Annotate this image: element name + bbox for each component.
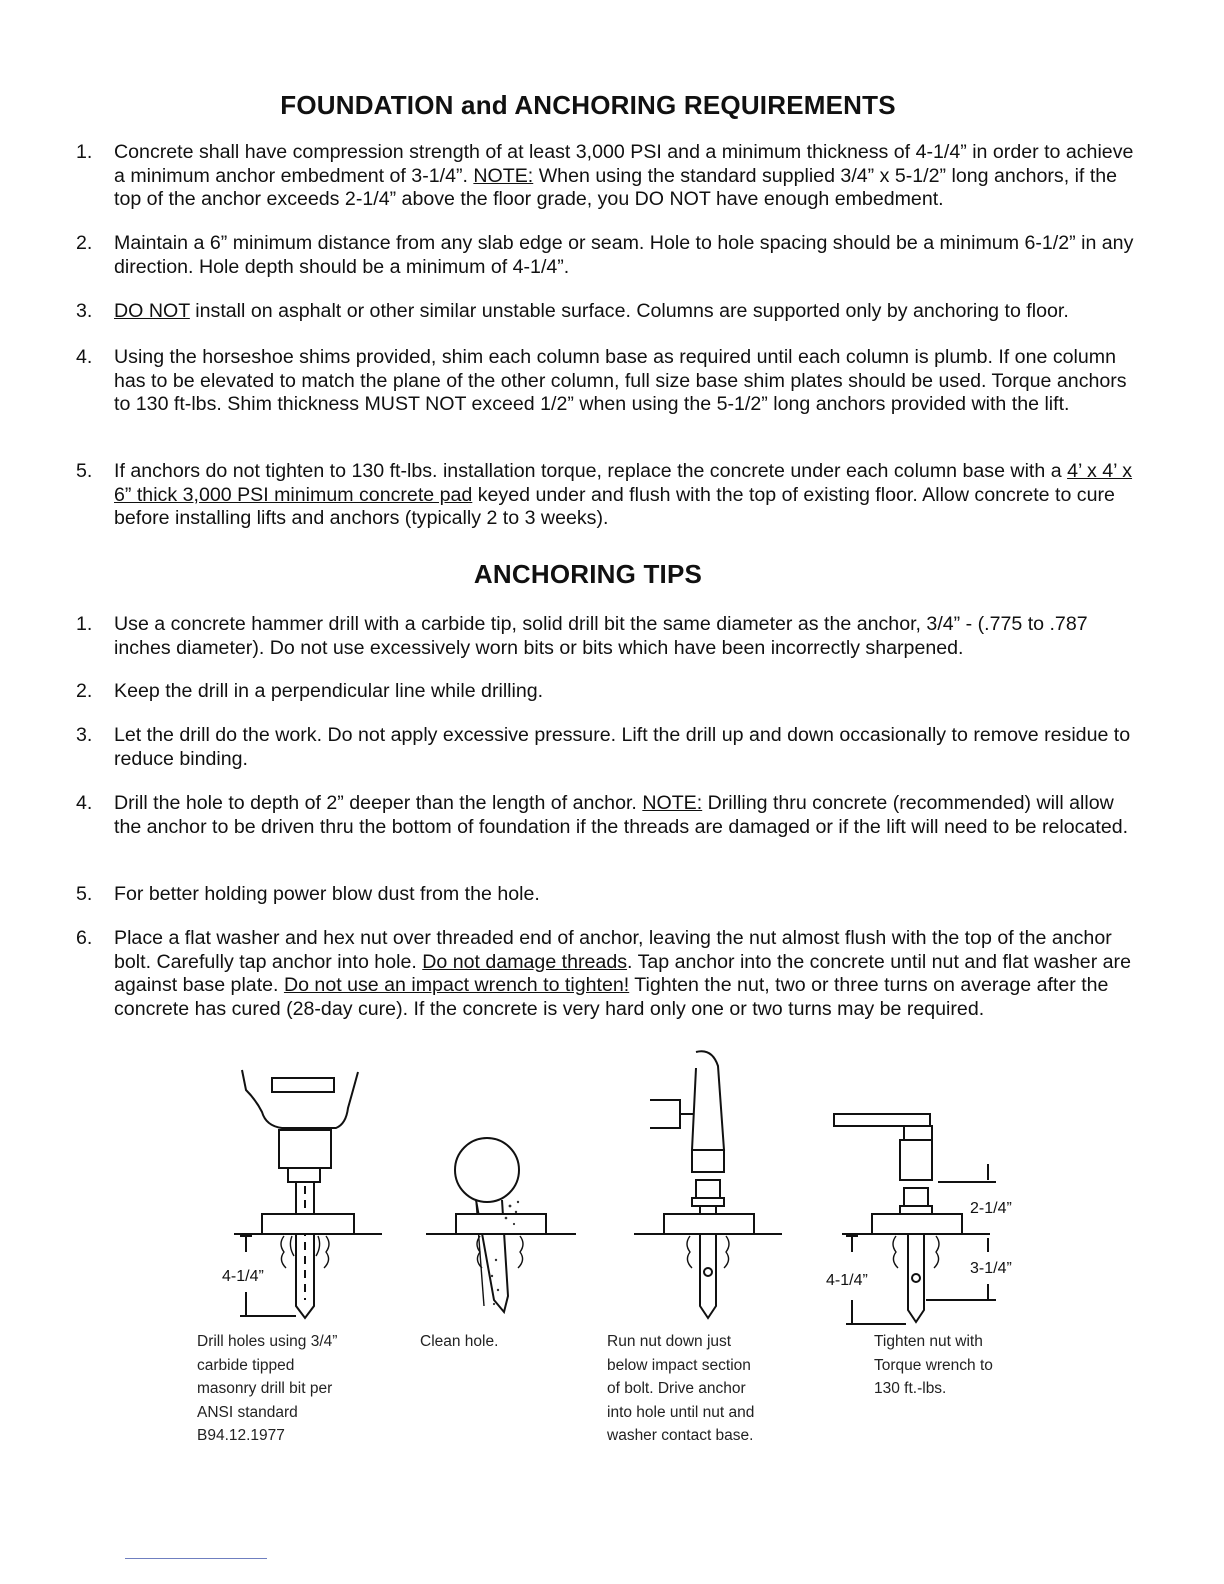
torque-wrench-icon: [834, 1114, 930, 1126]
caption-drill: Drill holes using 3/4” carbide tipped masonry drill bit per ANSI standard B94.12.1977: [197, 1333, 338, 1444]
text-segment: Concrete shall have compression strength of at least 3,000 PSI and a minimum thickness of 4-1/4” in order to achieve a minimum anchor embedment of 3-1/4”.: [114, 141, 1134, 187]
text-segment: When using the standard supplied 3/4” x 5-1/2” long anchors, if the top of the anchor exceeds 2-1/4” above the floor grade, you DO NOT have enough embedment.: [114, 164, 1118, 211]
base-plate: [872, 1214, 962, 1234]
dim-hole-depth: 4-1/4”: [826, 1272, 868, 1289]
list-number: 4.: [76, 792, 93, 814]
hex-nut: [904, 1188, 928, 1206]
text-segment: Use a concrete hammer drill with a carbide tip, solid drill bit the same diameter as the anchor, 3/4” - (.775 to .787 inches diameter). Do not use excessively worn bits or bits which have been incorrectly sharpened.: [114, 613, 1088, 659]
underlined-text: Do not use an impact wrench to tighten!: [283, 974, 630, 997]
concrete-hatch: [893, 1236, 939, 1268]
hammer-figure: [634, 1051, 782, 1318]
heading-anchoring-tips: ANCHORING TIPS: [473, 559, 703, 589]
caption-clean: Clean hole.: [420, 1333, 499, 1350]
list-number: 5.: [76, 460, 93, 482]
text-segment: Maintain a 6” minimum distance from any slab edge or seam. Hole to hole spacing should be a minimum 6-1/2” in any direction. Hole depth should be a minimum of 4-1/4”.: [114, 232, 1134, 278]
base-plate: [456, 1214, 546, 1234]
clean-hole-figure: [426, 1138, 576, 1312]
caption-tighten: Tighten nut with Torque wrench to 130 ft.-lbs.: [874, 1333, 993, 1397]
underlined-text: NOTE:: [473, 164, 534, 187]
list-number: 2.: [76, 680, 93, 702]
base-plate: [664, 1214, 754, 1234]
heading-foundation: FOUNDATION and ANCHORING REQUIREMENTS: [280, 90, 896, 120]
washer: [900, 1206, 932, 1214]
washer: [692, 1198, 724, 1206]
list-number: 2.: [76, 232, 93, 254]
drill-collar: [279, 1130, 331, 1168]
list-number: 1.: [76, 141, 93, 163]
list-number: 3.: [76, 724, 93, 746]
dim-embedment: 3-1/4”: [970, 1260, 1012, 1277]
footnote-rule: [125, 1558, 267, 1559]
underlined-text: Do not damage threads: [422, 950, 628, 973]
underlined-text: DO NOT: [114, 300, 190, 322]
text-segment: . Tap anchor into the concrete until nut and flat washer are against base plate.: [114, 950, 1131, 997]
concrete-hatch: [687, 1236, 729, 1268]
torque-figure: [826, 1114, 1012, 1324]
text-segment: If anchors do not tighten to 130 ft-lbs. installation torque, replace the concrete under each column base with a: [114, 460, 1068, 482]
list-number: 6.: [76, 927, 93, 949]
list-number: 3.: [76, 300, 93, 322]
text-segment: Drill the hole to depth of 2” deeper than the length of anchor.: [114, 792, 643, 814]
caption-run-nut: Run nut down just below impact section of bolt. Drive anchor into hole until nut and washer contact base.: [607, 1333, 755, 1444]
text-segment: Place a flat washer and hex nut over threaded end of anchor, leaving the nut almost flush with the top of the anchor bolt. Carefully tap anchor into hole.: [114, 927, 1112, 973]
drill-nose: [288, 1168, 320, 1182]
drill-figure: [222, 1070, 382, 1318]
text-segment: Let the drill do the work. Do not apply excessive pressure. Lift the drill up and down occasionally to remove residue to reduce binding.: [114, 724, 1131, 770]
hammer-icon: [692, 1051, 724, 1150]
underlined-text: NOTE:: [642, 792, 703, 814]
blower-bulb-icon: [455, 1138, 519, 1202]
base-plate: [262, 1214, 354, 1234]
drill-cap: [272, 1078, 334, 1092]
text-segment: Drilling thru concrete (recommended) will allow the anchor to be driven thru the bottom of foundation if the threads are damaged or if the lift will need to be relocated.: [114, 792, 1129, 838]
dim-drill-depth: 4-1/4”: [222, 1268, 264, 1285]
list-number: 5.: [76, 883, 93, 905]
underlined-text: 4’ x 4’ x 6” thick 3,000 PSI minimum concrete pad: [114, 460, 1133, 506]
text-segment: Tighten the nut, two or three turns on average after the concrete has cured (28-day cure). If the concrete is very hard only one or two turns may be required.: [114, 974, 1109, 1020]
list-number: 1.: [76, 613, 93, 635]
text-segment: Keep the drill in a perpendicular line while drilling.: [114, 680, 544, 702]
hex-nut: [696, 1180, 720, 1198]
list-number: 4.: [76, 346, 93, 368]
text-segment: keyed under and flush with the top of existing floor. Allow concrete to cure before installing lifts and anchors (typically 2 to 3 weeks).: [114, 483, 1115, 530]
dim-above-floor: 2-1/4”: [970, 1200, 1012, 1217]
text-segment: install on asphalt or other similar unstable surface. Columns are supported only by anchoring to floor.: [189, 300, 1069, 322]
text-segment: Using the horseshoe shims provided, shim each column base as required until each column is plumb. If one column has to be elevated to match the plane of the other column, full size base shim plates should be used. Torque anchors to 130 ft-lbs. Shim thickness MUST NOT exceed 1/2” when using the 5-1/2” long anchors provided with the lift.: [114, 346, 1127, 416]
text-segment: For better holding power blow dust from the hole.: [114, 883, 540, 905]
